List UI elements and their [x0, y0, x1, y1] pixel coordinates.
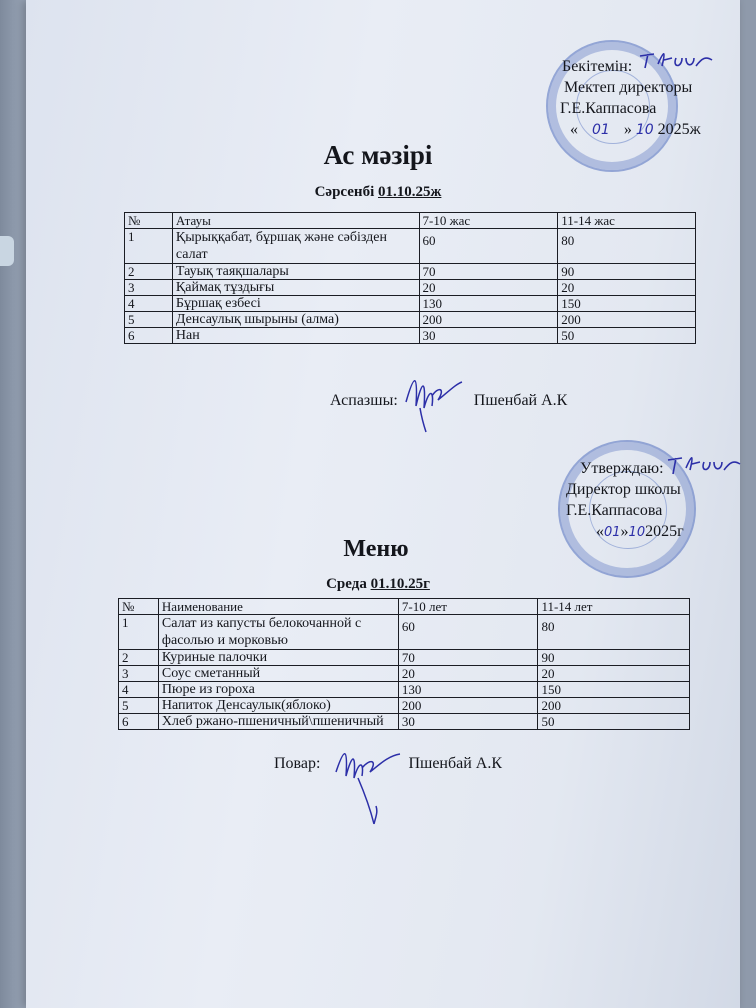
portion-11-14: 50 [558, 328, 696, 344]
portion-11-14: 150 [538, 682, 690, 698]
approval-name: Г.Е.Каппасова [560, 100, 657, 117]
date-label: 01.10.25г [370, 576, 430, 592]
approval-name: Г.Е.Каппасова [566, 502, 663, 519]
portion-11-14: 80 [538, 615, 690, 650]
portion-11-14: 200 [538, 698, 690, 714]
portion-11-14: 200 [558, 312, 696, 328]
date-day: 01 [592, 122, 610, 138]
director-signature-kk [636, 48, 716, 72]
portion-11-14: 150 [558, 296, 696, 312]
table-header-row [125, 213, 696, 229]
portion-7-10: 30 [398, 714, 538, 730]
col-header-age-7-10: 7-10 жас [419, 213, 558, 229]
dish-name: Қырыққабат, бұршақ және сәбізден салат [172, 229, 419, 264]
dish-name: Куриные палочки [158, 650, 398, 666]
dish-name: Денсаулық шырыны (алма) [172, 312, 419, 328]
table-row [119, 666, 690, 682]
dish-name: Салат из капусты белокочанной с фасолью и морковью [158, 615, 398, 650]
date-year: 2025ж [657, 121, 701, 138]
cook-signature-kk [400, 366, 470, 436]
menu-table-kk [124, 212, 696, 344]
approval-heading: Утверждаю: [580, 460, 664, 477]
date-quote: « [570, 121, 578, 138]
portion-7-10: 130 [419, 296, 558, 312]
dish-name: Соус сметанный [158, 666, 398, 682]
page-title-kk: Ас мәзірі [323, 140, 433, 170]
table-row [119, 714, 690, 730]
date-label: 01.10.25ж [378, 184, 442, 200]
col-header-name: Наименование [158, 599, 398, 615]
row-number: 6 [119, 714, 159, 730]
table-row [125, 296, 696, 312]
approval-position: Мектеп директоры [564, 79, 693, 96]
table-row [119, 615, 690, 650]
col-header-age-7-10: 7-10 лет [398, 599, 538, 615]
dish-name: Нан [172, 328, 419, 344]
approval-position: Директор школы [566, 481, 681, 498]
menu-table-ru [118, 598, 690, 730]
portion-11-14: 80 [558, 229, 696, 264]
dish-name: Пюре из гороха [158, 682, 398, 698]
table-row [125, 312, 696, 328]
row-number: 1 [119, 615, 159, 650]
table-header-row [119, 599, 690, 615]
portion-7-10: 200 [398, 698, 538, 714]
date-quote: « [596, 523, 604, 540]
row-number: 3 [119, 666, 159, 682]
day-heading-ru [0, 576, 756, 593]
table-row [125, 328, 696, 344]
portion-7-10: 200 [419, 312, 558, 328]
row-number: 4 [119, 682, 159, 698]
portion-7-10: 70 [419, 264, 558, 280]
col-header-name: Атауы [172, 213, 419, 229]
portion-11-14: 90 [558, 264, 696, 280]
row-number: 2 [119, 650, 159, 666]
dish-name: Напиток Денсаулык(яблоко) [158, 698, 398, 714]
portion-7-10: 60 [398, 615, 538, 650]
row-number: 5 [125, 312, 173, 328]
day-heading-kk [0, 184, 756, 201]
portion-7-10: 60 [419, 229, 558, 264]
cook-label: Аспазшы: [330, 392, 398, 409]
portion-7-10: 20 [398, 666, 538, 682]
col-header-age-11-14: 11-14 жас [558, 213, 696, 229]
cook-label: Повар: [274, 755, 321, 772]
date-quote: » [623, 121, 632, 138]
dish-name: Қаймақ тұздығы [172, 280, 419, 296]
portion-7-10: 70 [398, 650, 538, 666]
row-number: 1 [125, 229, 173, 264]
approval-heading: Бекітемін: [562, 58, 633, 75]
table-row [125, 264, 696, 280]
page-title-ru: Меню [343, 536, 409, 562]
row-number: 2 [125, 264, 173, 280]
dish-name: Тауық таяқшалары [172, 264, 419, 280]
date-month: 10 [628, 525, 646, 540]
table-row [125, 280, 696, 296]
portion-7-10: 20 [419, 280, 558, 296]
cook-signature-ru [330, 742, 410, 832]
day-label: Сәрсенбі [314, 184, 375, 200]
row-number: 5 [119, 698, 159, 714]
portion-7-10: 30 [419, 328, 558, 344]
row-number: 4 [125, 296, 173, 312]
col-header-number: № [119, 599, 159, 615]
portion-11-14: 20 [538, 666, 690, 682]
cook-name: Пшенбай А.К [408, 755, 503, 772]
clip-holder [0, 236, 14, 266]
date-quote: » [620, 523, 629, 540]
table-row [119, 682, 690, 698]
dish-name: Хлеб ржано-пшеничный\пшеничный [158, 714, 398, 730]
col-header-age-11-14: 11-14 лет [538, 599, 690, 615]
dish-name: Бұршақ езбесі [172, 296, 419, 312]
portion-7-10: 130 [398, 682, 538, 698]
date-year: 2025г [645, 523, 684, 540]
table-row [119, 650, 690, 666]
cook-name: Пшенбай А.К [473, 392, 568, 409]
portion-11-14: 20 [558, 280, 696, 296]
table-row [125, 229, 696, 264]
day-label: Среда [326, 576, 367, 592]
director-signature-ru [664, 452, 744, 478]
portion-11-14: 50 [538, 714, 690, 730]
date-day: 01 [604, 525, 621, 540]
row-number: 6 [125, 328, 173, 344]
portion-11-14: 90 [538, 650, 690, 666]
table-row [119, 698, 690, 714]
col-header-number: № [125, 213, 173, 229]
date-month: 10 [635, 122, 654, 138]
row-number: 3 [125, 280, 173, 296]
